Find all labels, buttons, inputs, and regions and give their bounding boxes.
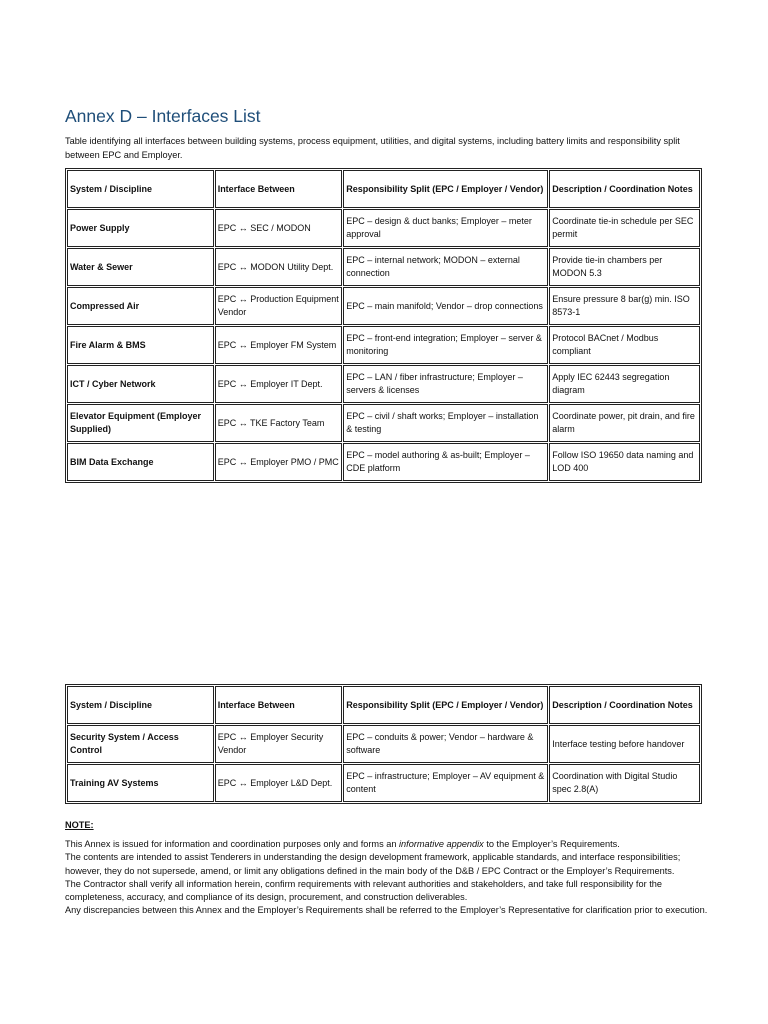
cell-interface: EPC ↔ TKE Factory Team	[215, 404, 343, 442]
cell-interface: EPC ↔ Employer IT Dept.	[215, 365, 343, 403]
table-row	[67, 209, 700, 247]
header-interface: Interface Between	[215, 170, 343, 208]
cell-system: Compressed Air	[67, 287, 214, 325]
cell-system: Fire Alarm & BMS	[67, 326, 214, 364]
table-row	[67, 725, 700, 763]
cell-responsibility: EPC – model authoring & as-built; Employer – CDE platform	[343, 443, 548, 481]
cell-system: BIM Data Exchange	[67, 443, 214, 481]
cell-system: Security System / Access Control	[67, 725, 214, 763]
header-system: System / Discipline	[67, 686, 214, 724]
cell-description: Coordination with Digital Studio spec 2.8(A)	[549, 764, 700, 802]
cell-responsibility: EPC – internal network; MODON – external connection	[343, 248, 548, 286]
cell-responsibility: EPC – civil / shaft works; Employer – installation & testing	[343, 404, 548, 442]
cell-description: Coordinate power, pit drain, and fire alarm	[549, 404, 700, 442]
cell-description: Provide tie-in chambers per MODON 5.3	[549, 248, 700, 286]
cell-system: Elevator Equipment (Employer Supplied)	[67, 404, 214, 442]
note-line-3: The Contractor shall verify all information herein, confirm requirements with relevant authorities and stakeholders, and take full responsibility for the completeness, accuracy, and compliance of its design, procurement, and construction deliverables.	[65, 878, 662, 903]
header-system: System / Discipline	[67, 170, 214, 208]
cell-interface: EPC ↔ Employer PMO / PMC	[215, 443, 343, 481]
cell-responsibility: EPC – design & duct banks; Employer – meter approval	[343, 209, 548, 247]
cell-interface: EPC ↔ Employer FM System	[215, 326, 343, 364]
note-line-4: Any discrepancies between this Annex and the Employer’s Requirements shall be referred to the Employer’s Representative for clarification prior to execution.	[65, 905, 708, 916]
note-heading: NOTE:	[65, 820, 94, 830]
table-row	[67, 443, 700, 481]
cell-description: Interface testing before handover	[549, 725, 700, 763]
cell-interface: EPC ↔ SEC / MODON	[215, 209, 343, 247]
cell-interface: EPC ↔ Employer L&D Dept.	[215, 764, 343, 802]
header-interface: Interface Between	[215, 686, 343, 724]
note-line-2: The contents are intended to assist Tenderers in understanding the design development framework, applicable standards, and interface responsibilities; however, they do not supersede, amend, or limit any obligations defined in the main body of the D&B / EPC Contract or the Employer’s Requirements.	[65, 852, 681, 876]
table-row	[67, 248, 700, 286]
cell-responsibility: EPC – main manifold; Vendor – drop connections	[343, 287, 548, 325]
table-header-row	[67, 686, 700, 724]
cell-interface: EPC ↔ MODON Utility Dept.	[215, 248, 343, 286]
table-row	[67, 287, 700, 325]
cell-responsibility: EPC – infrastructure; Employer – AV equipment & content	[343, 764, 548, 802]
interfaces-table-page2	[65, 684, 702, 804]
header-responsibility: Responsibility Split (EPC / Employer / Vendor)	[343, 170, 548, 208]
cell-system: ICT / Cyber Network	[67, 365, 214, 403]
note-line-1-end: to the Employer’s Requirements.	[483, 839, 620, 849]
cell-description: Ensure pressure 8 bar(g) min. ISO 8573-1	[549, 287, 700, 325]
interfaces-table-page2-body	[67, 686, 700, 802]
intro-paragraph: Table identifying all interfaces between building systems, process equipment, utilities, and digital systems, including battery limits and responsibility split between EPC and Employer.	[65, 136, 680, 160]
table-row	[67, 365, 700, 403]
cell-interface: EPC ↔ Employer Security Vendor	[215, 725, 343, 763]
cell-responsibility: EPC – front-end integration; Employer – server & monitoring	[343, 326, 548, 364]
cell-responsibility: EPC – LAN / fiber infrastructure; Employer – servers & licenses	[343, 365, 548, 403]
header-responsibility: Responsibility Split (EPC / Employer / Vendor)	[343, 686, 548, 724]
header-description: Description / Coordination Notes	[549, 170, 700, 208]
header-description: Description / Coordination Notes	[549, 686, 700, 724]
cell-system: Power Supply	[67, 209, 214, 247]
cell-description: Coordinate tie-in schedule per SEC permit	[549, 209, 700, 247]
cell-description: Protocol BACnet / Modbus compliant	[549, 326, 700, 364]
table-header-row	[67, 170, 700, 208]
cell-description: Apply IEC 62443 segregation diagram	[549, 365, 700, 403]
cell-system: Training AV Systems	[67, 764, 214, 802]
table-row	[67, 326, 700, 364]
note-body	[65, 838, 710, 918]
table-row	[67, 404, 700, 442]
table-row	[67, 764, 700, 802]
interfaces-table-page1-body	[67, 170, 700, 481]
page-title: Annex D – Interfaces List	[65, 106, 261, 126]
cell-description: Follow ISO 19650 data naming and LOD 400	[549, 443, 700, 481]
cell-interface: EPC ↔ Production Equipment Vendor	[215, 287, 343, 325]
note-line-1	[65, 838, 710, 851]
cell-system: Water & Sewer	[67, 248, 214, 286]
note-line-1-emphasis: informative appendix	[399, 839, 484, 849]
note-line-1-start: This Annex is issued for information and coordination purposes only and forms an	[65, 839, 399, 849]
cell-responsibility: EPC – conduits & power; Vendor – hardware & software	[343, 725, 548, 763]
interfaces-table-page1	[65, 168, 702, 483]
